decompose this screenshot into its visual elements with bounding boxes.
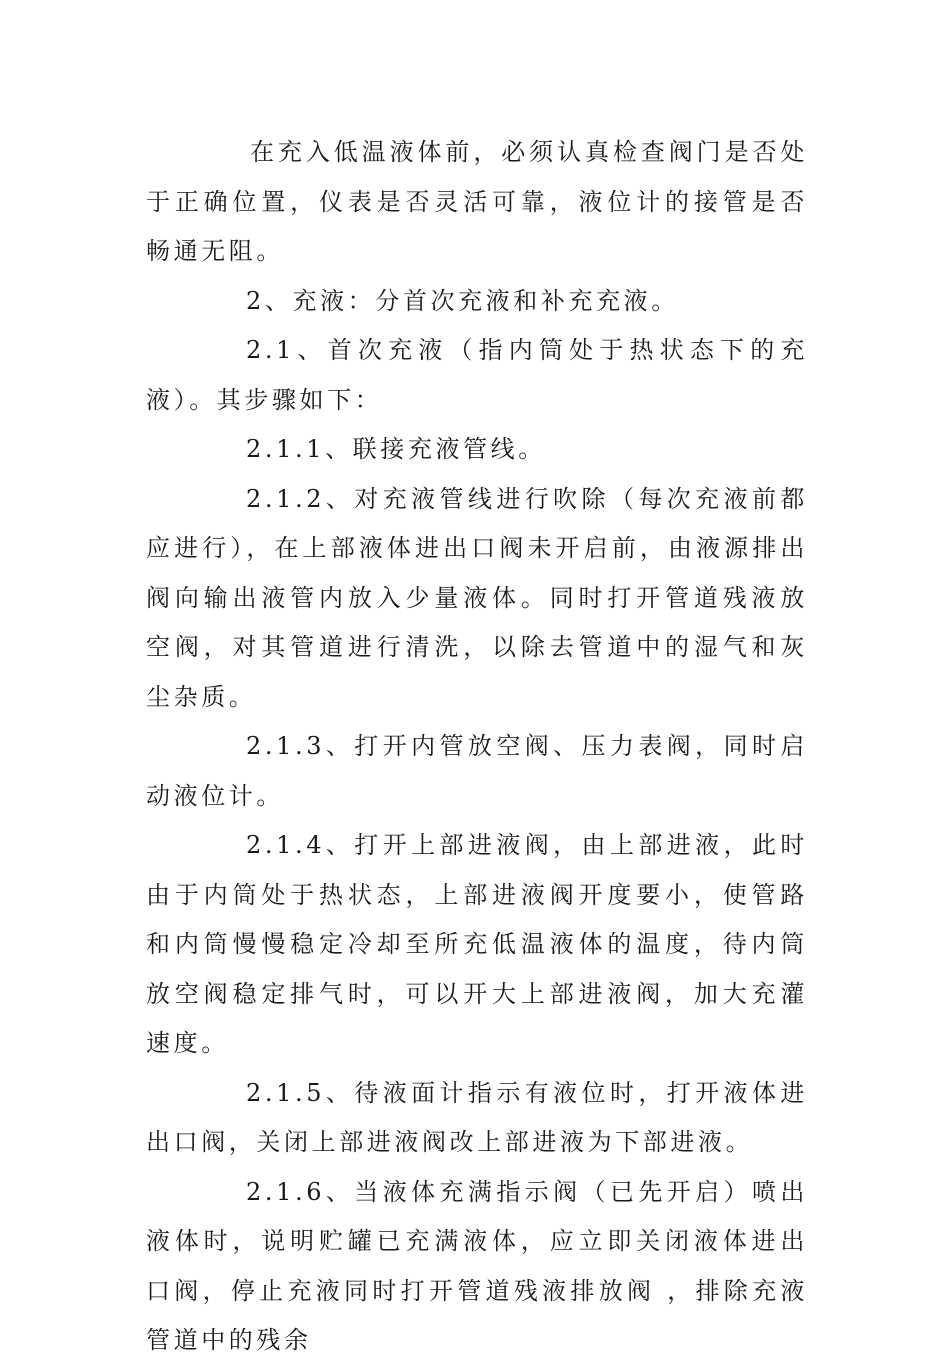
document-body	[146, 128, 808, 1366]
paragraph-section-2-1: 2.1、首次充液（指内筒处于热状态下的充液）。其步骤如下：	[146, 336, 808, 414]
paragraph-intro: 在充入低温液体前，必须认真检查阀门是否处于正确位置，仪表是否灵活可靠，液位计的接管是否畅通无阻。	[146, 138, 808, 265]
paragraph-section-2: 2、充液：分首次充液和补充充液。	[246, 286, 679, 315]
paragraph-step-2-1-5: 2.1.5、待液面计指示有液位时，打开液体进出口阀，关闭上部进液阀改上部进液为下部进液。	[146, 1078, 808, 1156]
paragraph-step-2-1-4: 2.1.4、打开上部进液阀，由上部进液，此时由于内筒处于热状态，上部进液阀开度要小，使管路和内筒慢慢稳定冷却至所充低温液体的温度，待内筒放空阀稳定排气时，可以开大上部进液阀，加大充灌速度。	[146, 831, 808, 1057]
paragraph-step-2-1-6: 2.1.6、当液体充满指示阀（已先开启）喷出液体时，说明贮罐已充满液体，应立即关闭液体进出口阀，停止充液同时打开管道残液排放阀 ，排除充液管道中的残余	[146, 1177, 808, 1354]
paragraph-step-2-1-2: 2.1.2、对充液管线进行吹除（每次充液前都应进行），在上部液体进出口阀未开启前，由液源排出阀向输出液管内放入少量液体。同时打开管道残液放空阀，对其管道进行清洗，以除去管道中的湿气和灰尘杂质。	[146, 484, 808, 711]
paragraph-step-2-1-1: 2.1.1、联接充液管线。	[246, 435, 546, 463]
paragraph-step-2-1-3: 2.1.3、打开内管放空阀、压力表阀，同时启动液位计。	[146, 732, 808, 810]
